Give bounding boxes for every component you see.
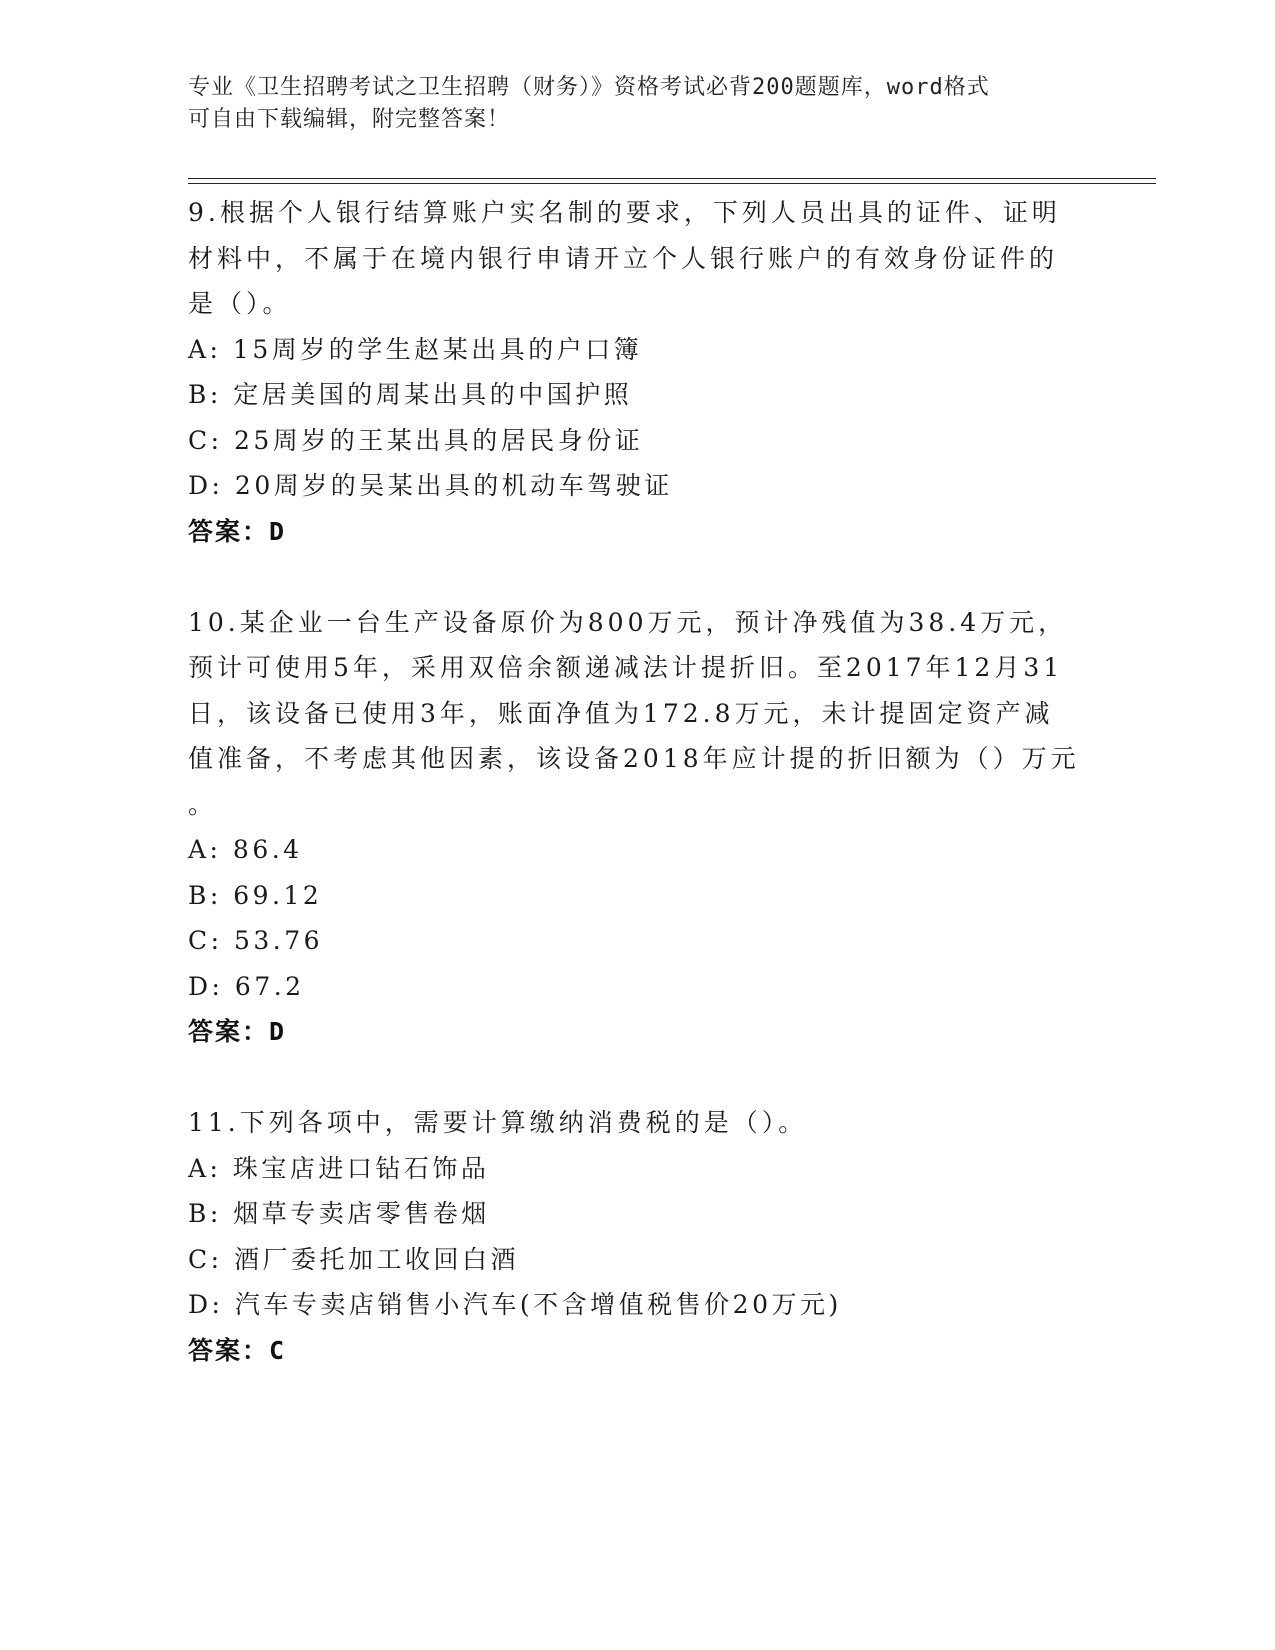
question-spacer	[188, 554, 1088, 600]
answer-label: 答案：D	[188, 516, 287, 546]
question-text-line: 是（）。	[188, 289, 292, 318]
option-c: C: 53.76	[188, 926, 324, 955]
answer-label: 答案：D	[188, 1017, 287, 1046]
header-title-line-1: 专业《卫生招聘考试之卫生招聘（财务）》资格考试必背200题题库，word格式	[188, 75, 990, 100]
document-header	[188, 72, 1088, 136]
option-d: D: 67.2	[188, 971, 305, 1001]
option-c: C: 酒厂委托加工收回白酒	[188, 1244, 519, 1274]
header-divider-top	[188, 178, 1156, 179]
question-text-line: 。	[188, 789, 218, 819]
question-text-line: 10.某企业一台生产设备原价为800万元，预计净残值为38.4万元，	[188, 607, 1068, 637]
question-9	[188, 190, 1088, 554]
option-b: B: 烟草专卖店零售卷烟	[188, 1199, 490, 1228]
header-divider-bottom	[188, 183, 1156, 184]
option-a: A: 15周岁的学生赵某出具的户口簿	[188, 334, 643, 364]
question-text-line: 材料中，不属于在境内银行申请开立个人银行账户的有效身份证件的	[188, 243, 1059, 273]
question-11	[188, 1100, 1088, 1373]
option-a: A: 珠宝店进口钻石饰品	[188, 1153, 490, 1183]
option-d: D: 20周岁的吴某出具的机动车驾驶证	[188, 471, 673, 500]
question-list	[188, 190, 1088, 1373]
question-text-line: 日，该设备已使用3年，账面净值为172.8万元，未计提固定资产减	[188, 698, 1054, 728]
answer-label: 答案：C	[188, 1335, 287, 1365]
question-text-line: 11.下列各项中，需要计算缴纳消费税的是（）。	[188, 1108, 808, 1137]
option-d: D: 汽车专卖店销售小汽车(不含增值税售价20万元)	[188, 1290, 842, 1319]
question-text-line: 值准备，不考虑其他因素，该设备2018年应计提的折旧额为（）万元	[188, 744, 1080, 773]
header-title-line-2: 可自由下载编辑，附完整答案！	[188, 107, 511, 132]
option-b: B: 69.12	[188, 880, 323, 910]
option-c: C: 25周岁的王某出具的居民身份证	[188, 425, 644, 455]
question-spacer	[188, 1055, 1088, 1101]
question-10	[188, 600, 1088, 1055]
option-a: A: 86.4	[188, 835, 303, 864]
option-b: B: 定居美国的周某出具的中国护照	[188, 380, 633, 409]
question-text-line: 9.根据个人银行结算账户实名制的要求，下列人员出具的证件、证明	[188, 198, 1061, 227]
question-text-line: 预计可使用5年，采用双倍余额递减法计提折旧。至2017年12月31	[188, 653, 1064, 682]
